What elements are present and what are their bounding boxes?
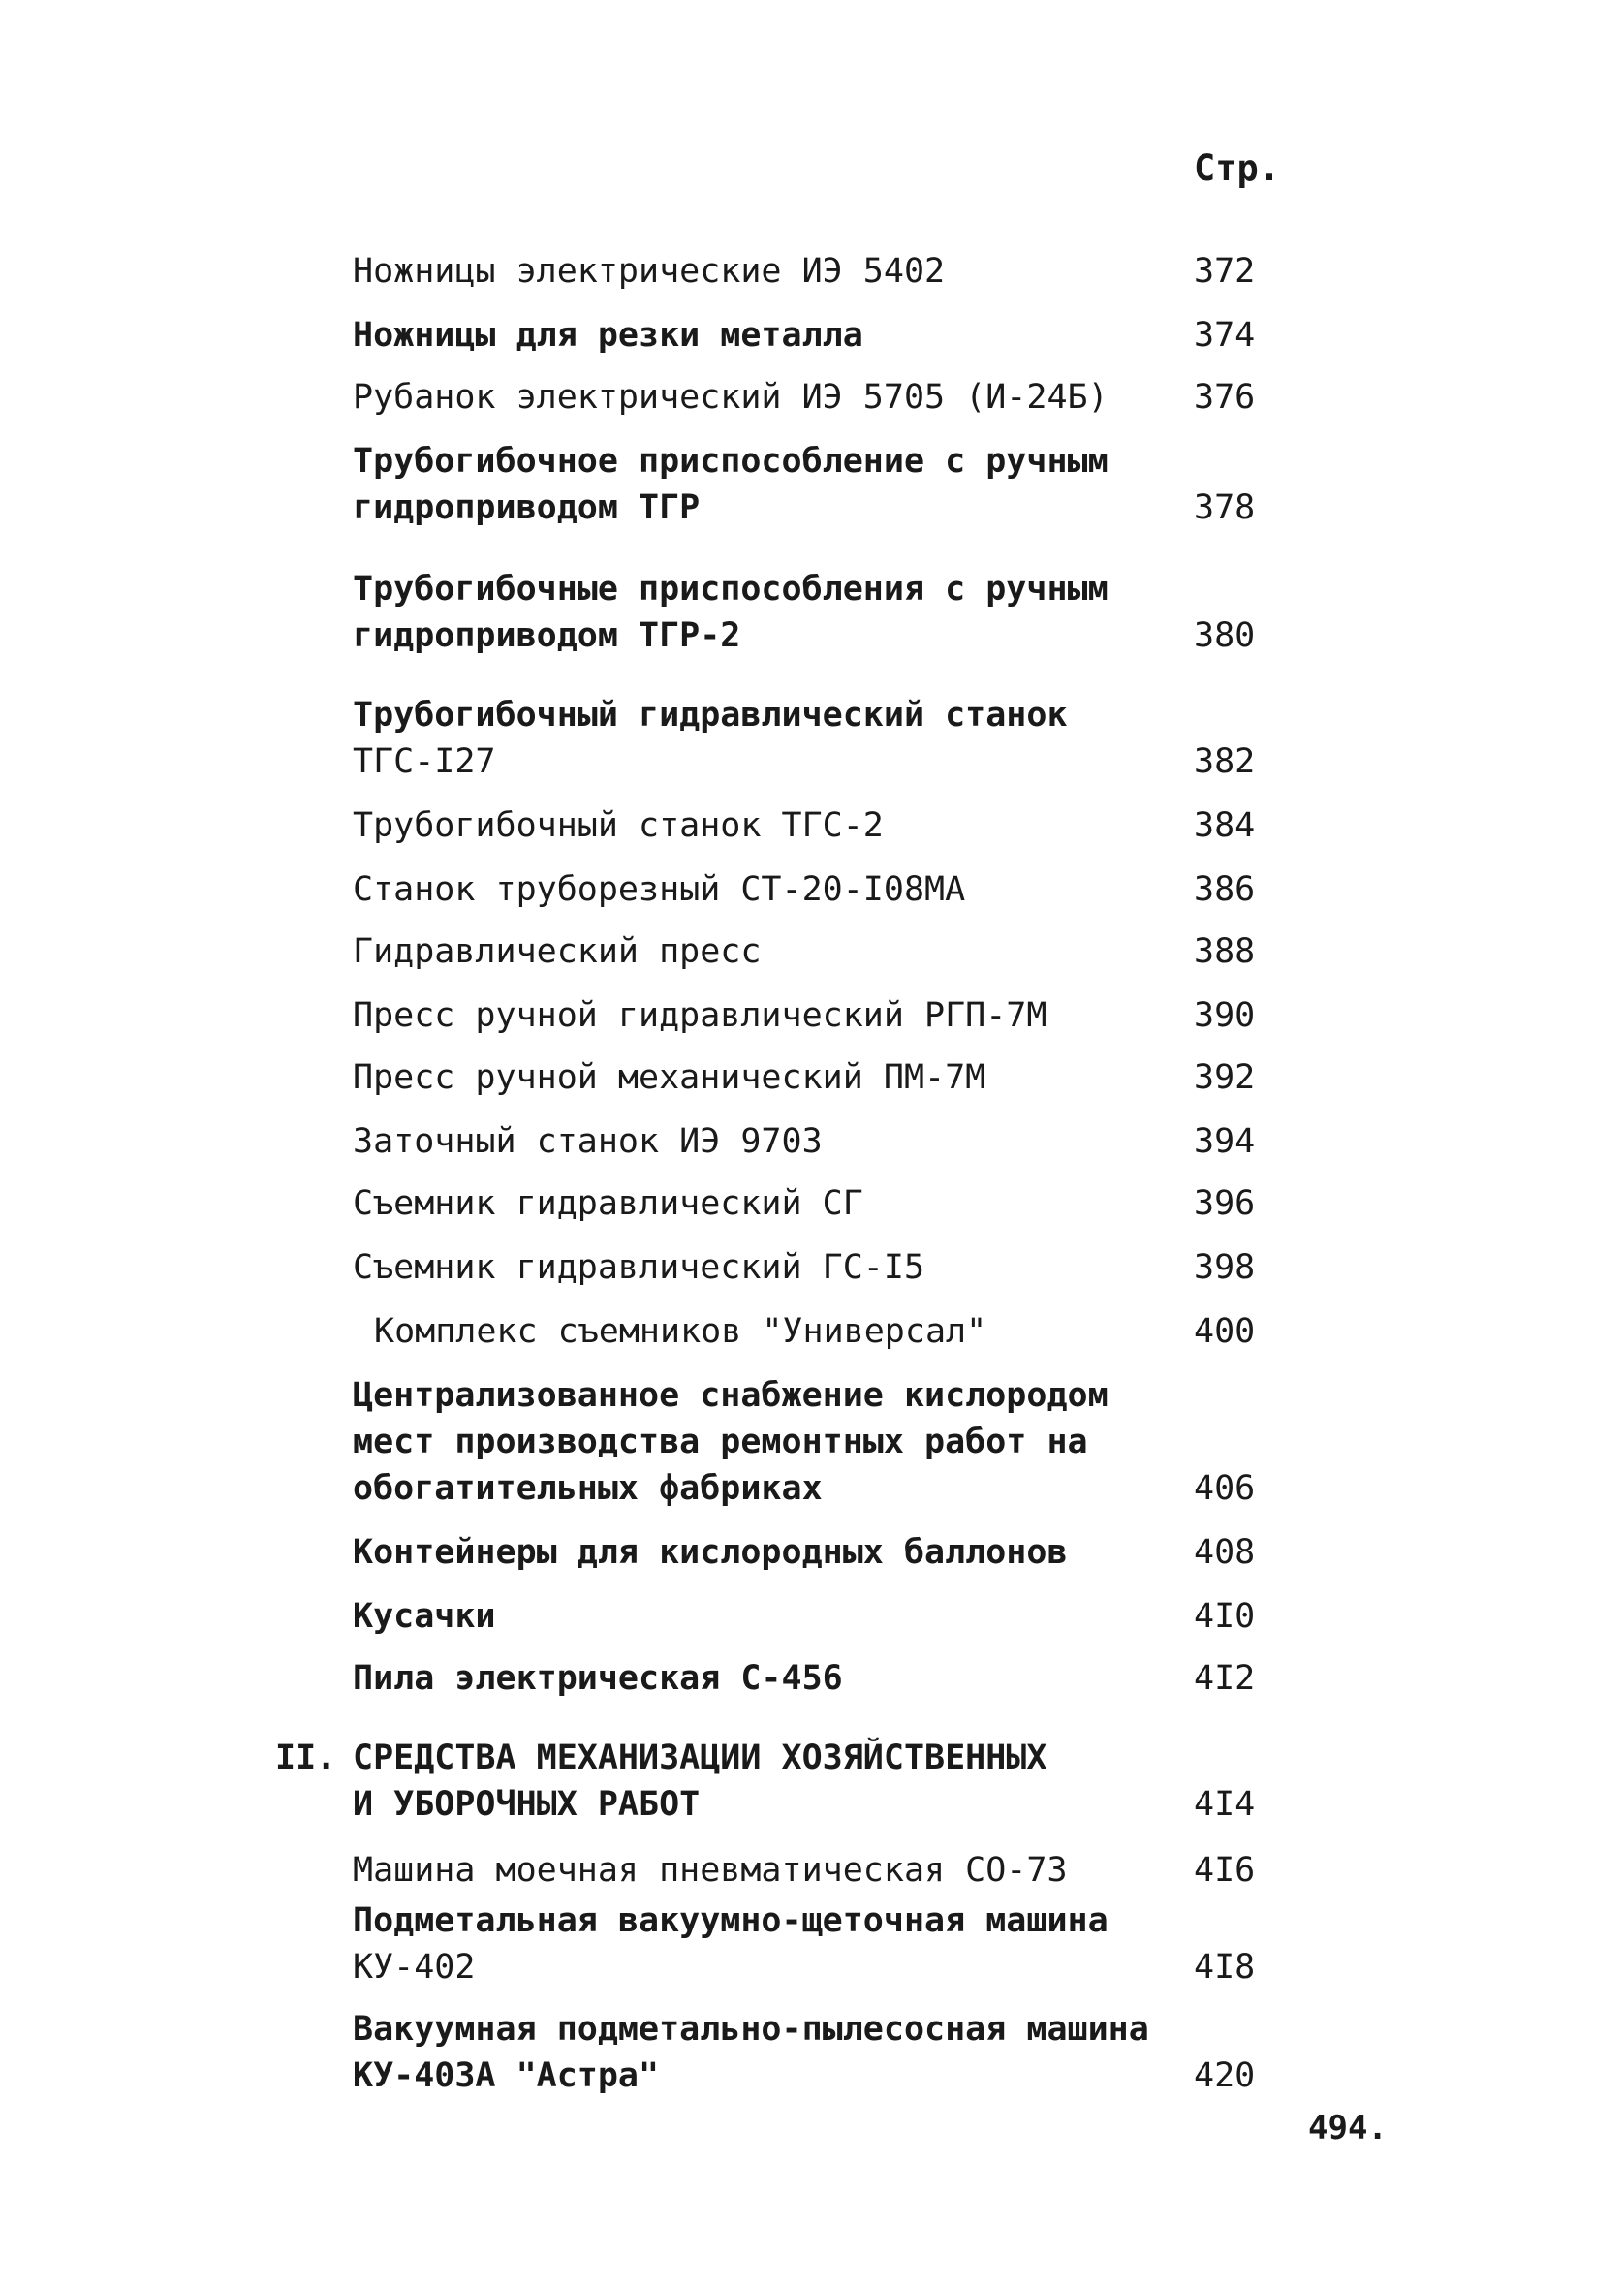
toc-entry-title: Комплекс съемников "Универсал" xyxy=(374,1312,987,1351)
page-number: 494. xyxy=(1308,2109,1388,2147)
toc-entry xyxy=(353,1054,1341,1101)
toc-entry-page: 384 xyxy=(1194,806,1256,845)
toc-entry-title: Кусачки xyxy=(353,1597,496,1636)
section-title: СРЕДСТВА МЕХАНИЗАЦИИ ХОЗЯЙСТВЕННЫХ xyxy=(353,1739,1047,1777)
toc-entry xyxy=(353,566,1341,659)
toc-entry xyxy=(353,374,1341,421)
toc-section-heading xyxy=(275,1735,1341,1828)
toc-entry-page: 392 xyxy=(1194,1058,1256,1097)
toc-entry-page: 396 xyxy=(1194,1184,1256,1223)
toc-entry xyxy=(353,312,1341,359)
toc-entry xyxy=(353,1118,1341,1165)
toc-entry-title: Рубанок электрический ИЭ 5705 (И-24Б) xyxy=(353,378,1109,417)
toc-entry-title: Ножницы электрические ИЭ 5402 xyxy=(353,252,946,291)
toc-entry-title-cont: гидроприводом ТГР xyxy=(353,488,701,527)
toc-entry-page: 374 xyxy=(1194,316,1256,355)
toc-entry-page: 380 xyxy=(1194,616,1256,655)
page-column-header: Стр. xyxy=(1194,147,1281,189)
toc-entry-page: 382 xyxy=(1194,742,1256,781)
toc-entry-title: Станок труборезный СТ-20-I08МА xyxy=(353,870,966,909)
toc-entry-title: Трубогибочное приспособление с ручным xyxy=(353,442,1109,481)
toc-entry xyxy=(353,1308,1341,1355)
toc-entry-title: Подметальная вакуумно-щеточная машина xyxy=(353,1901,1109,1940)
toc-entry-title: Трубогибочные приспособления с ручным xyxy=(353,570,1109,609)
toc-entry-title: Пресс ручной механический ПМ-7М xyxy=(353,1058,986,1097)
toc-entry xyxy=(353,802,1341,849)
section-page: 4I4 xyxy=(1194,1785,1256,1824)
toc-entry xyxy=(353,928,1341,975)
section-title-cont: И УБОРОЧНЫХ РАБОТ xyxy=(353,1785,701,1824)
toc-entry-title: Съемник гидравлический ГС-I5 xyxy=(353,1248,925,1287)
toc-entry-title: Ножницы для резки металла xyxy=(353,316,863,355)
toc-entry-title: Пресс ручной гидравлический РГП-7М xyxy=(353,996,1047,1035)
toc-entry-title: Вакуумная подметально-пылесосная машина xyxy=(353,2010,1149,2049)
toc-entry xyxy=(353,1372,1341,1512)
toc-entry xyxy=(353,1529,1341,1576)
toc-entry-title: Трубогибочный гидравлический станок xyxy=(353,696,1068,735)
toc-entry-title: Гидравлический пресс xyxy=(353,932,762,971)
toc-entry-title: Централизованное снабжение кислородом xyxy=(353,1376,1109,1415)
section-number: II. xyxy=(275,1739,337,1777)
toc-entry-page: 394 xyxy=(1194,1122,1256,1161)
toc-entry-page: 400 xyxy=(1194,1312,1256,1351)
toc-entry-title-cont: обогатительных фабриках xyxy=(353,1469,823,1508)
toc-entry-title-cont: гидроприводом ТГР-2 xyxy=(353,616,741,655)
toc-entry xyxy=(353,866,1341,913)
toc-entry xyxy=(353,1593,1341,1640)
toc-entry-title: Съемник гидравлический СГ xyxy=(353,1184,863,1223)
toc-entry xyxy=(353,692,1341,785)
toc-entry-page: 4I8 xyxy=(1194,1948,1256,1987)
toc-entry-page: 4I0 xyxy=(1194,1597,1256,1636)
toc-entry-page: 372 xyxy=(1194,252,1256,291)
toc-entry-title-cont: КУ-402 xyxy=(353,1948,476,1987)
toc-entry-title: Контейнеры для кислородных баллонов xyxy=(353,1533,1068,1572)
toc-entry-page: 406 xyxy=(1194,1469,1256,1508)
toc-entry-title-cont: мест производства ремонтных работ на xyxy=(353,1423,1088,1461)
toc-entry xyxy=(353,992,1341,1039)
toc-entry-title-cont: ТГС-I27 xyxy=(353,742,496,781)
toc-entry-page: 408 xyxy=(1194,1533,1256,1572)
toc-entry-page: 390 xyxy=(1194,996,1256,1035)
toc-entry xyxy=(353,1180,1341,1227)
toc-entry-page: 386 xyxy=(1194,870,1256,909)
toc-entry-title: Пила электрическая С-456 xyxy=(353,1659,843,1698)
toc-entry xyxy=(353,438,1341,531)
toc-entry-page: 420 xyxy=(1194,2056,1256,2095)
toc-entry-page: 4I2 xyxy=(1194,1659,1256,1698)
toc-entry-title-cont: КУ-403А "Астра" xyxy=(353,2056,660,2095)
toc-entry xyxy=(353,1847,1341,1894)
toc-entry-title: Заточный станок ИЭ 9703 xyxy=(353,1122,823,1161)
toc-entry xyxy=(353,1244,1341,1291)
toc-entry xyxy=(353,248,1341,295)
toc-entry-page: 378 xyxy=(1194,488,1256,527)
toc-entry xyxy=(353,1655,1341,1702)
toc-entry-page: 376 xyxy=(1194,378,1256,417)
toc-entry-title: Трубогибочный станок ТГС-2 xyxy=(353,806,884,845)
toc-entry-title: Машина моечная пневматическая СО-73 xyxy=(353,1851,1068,1890)
toc-entry-page: 4I6 xyxy=(1194,1851,1256,1890)
toc-entry-page: 398 xyxy=(1194,1248,1256,1287)
toc-entry xyxy=(353,1897,1341,1990)
toc-entry xyxy=(353,2006,1341,2099)
toc-entry-page: 388 xyxy=(1194,932,1256,971)
